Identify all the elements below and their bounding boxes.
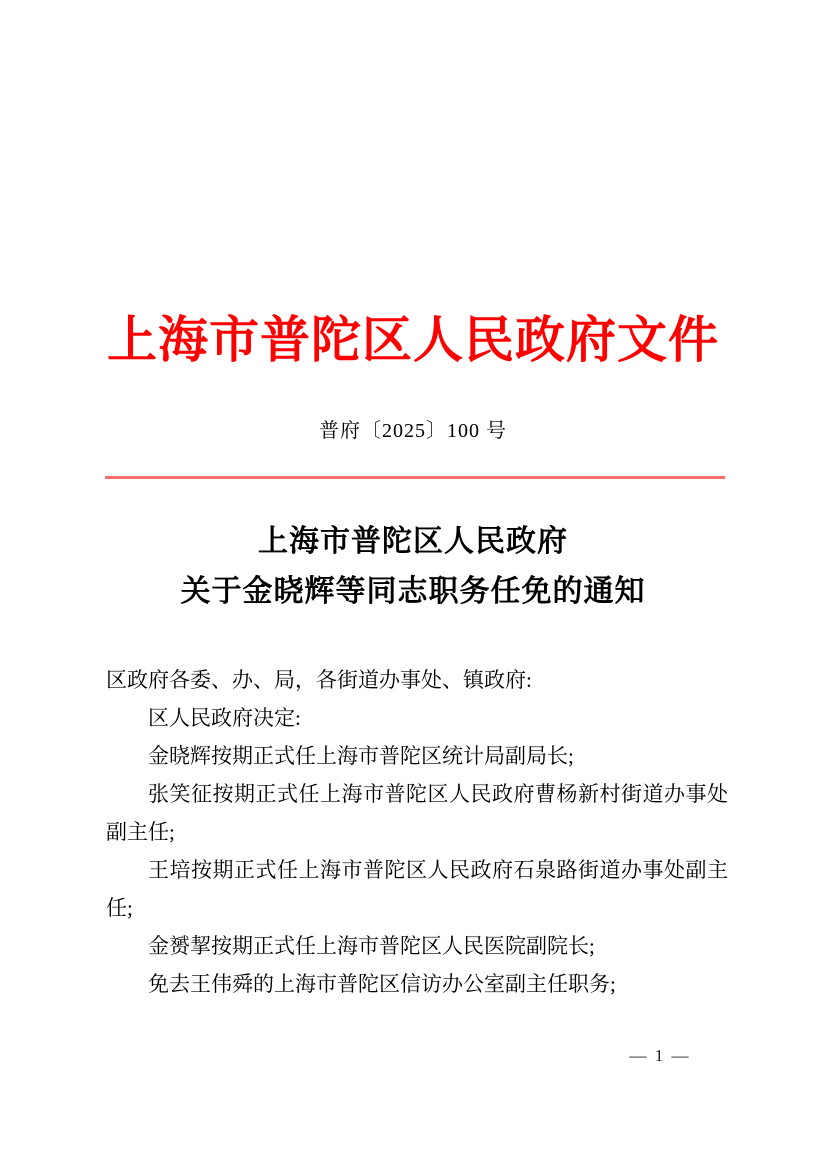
letterhead-title: 上海市普陀区人民政府文件 — [107, 312, 719, 368]
body-paragraph: 王培按期正式任上海市普陀区人民政府石泉路街道办事处副主任; — [106, 858, 728, 920]
notice-body — [106, 661, 728, 1003]
body-paragraph: 免去王伟舜的上海市普陀区信访办公室副主任职务; — [148, 972, 616, 996]
red-divider-line — [105, 476, 725, 479]
body-paragraph: 金赟挈按期正式任上海市普陀区人民医院副院长; — [148, 934, 595, 958]
notice-title-line2: 关于金晓辉等同志职务任免的通知 — [180, 575, 646, 608]
document-number: 普府〔2025〕100 号 — [319, 420, 507, 442]
notice-title-line1: 上海市普陀区人民政府 — [258, 525, 568, 558]
body-paragraph: 金晓辉按期正式任上海市普陀区统计局副局长; — [148, 744, 574, 768]
body-paragraph: 区人民政府决定: — [148, 706, 301, 730]
body-paragraph: 张笑征按期正式任上海市普陀区人民政府曹杨新村街道办事处副主任; — [106, 782, 728, 844]
salutation-line: 区政府各委、办、局，各街道办事处、镇政府: — [106, 668, 532, 692]
page-number: — 1 — — [629, 1046, 691, 1065]
notice-title — [0, 517, 826, 617]
